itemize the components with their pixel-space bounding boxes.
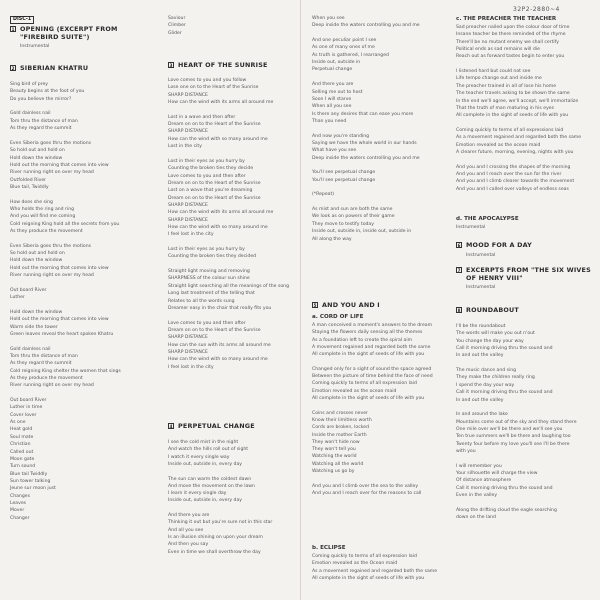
lyric-line: How does she sing xyxy=(10,199,53,205)
lyric-line: I'll be the roundabout xyxy=(456,324,506,329)
lyric-line: As a movement regained and regarded both the same xyxy=(312,568,438,574)
lyric-line: Saying we have the whole world in our hands xyxy=(312,140,417,146)
track-title: MOOD FOR A DAY xyxy=(466,241,532,249)
lyric-line: Political ends as sad remains will die xyxy=(456,47,540,53)
lyric-line: Luther xyxy=(10,295,25,301)
lyric-line: You change the day your way xyxy=(456,338,524,344)
lyric-line: And watch the hills roll out of sight xyxy=(168,447,249,453)
lyric-line: The music dance and sing xyxy=(456,368,517,374)
catalog-number: 32P2-2880~4 xyxy=(513,6,560,13)
lyric-line: As truth is gathered, I rearranged xyxy=(312,52,389,58)
lyric-line: Warm side the tower xyxy=(10,324,58,330)
track-number-box: 4 xyxy=(169,424,173,429)
lyric-line: Inside out, outside in, every day xyxy=(168,461,242,467)
lyric-line: In and around the lake xyxy=(456,412,508,418)
lyric-line: Hold out the morning that comes into view xyxy=(10,162,109,168)
lyric-line: Is an illusion shining on upon your dream xyxy=(168,534,263,540)
lyric-line: Hold down the window xyxy=(10,258,63,264)
lyric-line: Watching us go by xyxy=(312,469,355,474)
lyric-line: SHARP DISTANCE xyxy=(168,349,208,355)
lyric-line: Call it morning driving thru the sound and xyxy=(456,346,553,352)
lyric-line: Lost in the city xyxy=(168,144,202,150)
lyric-line: Dream on on to the Heart of the Sunrise xyxy=(168,327,261,333)
lyric-line: SHARP DISTANCE xyxy=(168,335,208,341)
track-number-box: 2 xyxy=(11,66,15,71)
lyric-line: Emotion revealed as the ocean maid xyxy=(312,388,397,394)
lyric-line: And you will find me coming xyxy=(10,214,76,220)
lyric-line: Inside out, outside in xyxy=(312,60,361,66)
lyric-line: How can the wind with so many around me xyxy=(168,136,268,142)
lyric-line: How can the wind with its arms all around me xyxy=(168,210,274,216)
lyric-line: There'll be no mutant enemy we shall certify xyxy=(456,39,559,45)
lyric-line: Hold down the window xyxy=(10,309,63,315)
lyric-line: Dream on on to the Heart of the Sunrise xyxy=(168,180,261,186)
lyric-line: Watching all the world xyxy=(312,461,364,467)
lyric-line: Emotion revealed as the ocean maid xyxy=(456,142,541,148)
lyric-line: I spend the day your way xyxy=(456,382,515,388)
track-number-box: 7 xyxy=(457,268,461,273)
lyric-line: Along the drifting cloud the eagle searching xyxy=(456,507,557,513)
lyric-line: How can the wind with so many around me xyxy=(168,225,268,230)
lyric-line: I feel lost in the city xyxy=(168,232,214,238)
lyric-line: As mist and sun are both the same xyxy=(312,207,393,213)
section-title: d. THE APOCALYPSE xyxy=(456,216,519,222)
lyric-line: I learn it every single day xyxy=(168,491,227,497)
lyric-line: Love comes to you and then after xyxy=(168,320,246,326)
lyric-line: River running right on over my head xyxy=(10,383,94,389)
lyric-line: Lose one on to the Heart of the Sunrise xyxy=(168,85,259,91)
lyric-line: Lost in their eyes as you hurry by xyxy=(168,247,245,253)
lyric-line: SHARP DISTANCE xyxy=(168,217,208,223)
lyric-line: That the truth of man maturing in his eyes xyxy=(456,105,555,111)
lyric-line: Cover lover xyxy=(10,412,37,418)
lyric-line: And you and I called over valleys of endless seas xyxy=(456,186,569,192)
lyric-line: As they regard the summit xyxy=(10,361,72,367)
lyric-line: As they regard the summit xyxy=(10,126,72,132)
lyric-line: And move the movement on the lawn xyxy=(168,483,255,489)
lyric-line: Jeune sur moon just xyxy=(10,486,56,492)
lyric-line: And there you are xyxy=(312,82,354,88)
lyric-line: The words will make you out n'out xyxy=(456,331,535,337)
lyric-line: Sad preacher nailed upon the colour door of time xyxy=(456,25,570,30)
lyric-line: All complete in the sight of seeds of life with you xyxy=(312,352,425,358)
lyric-line: Counting the broken ties they decide xyxy=(168,166,254,172)
lyric-line: Lost on a wave that you're dreaming xyxy=(168,188,253,194)
lyric-line: And now you're standing xyxy=(312,133,370,139)
lyric-line: Glider xyxy=(168,30,182,36)
lyric-line: I will remember you xyxy=(456,463,502,469)
lyric-line: Mover xyxy=(10,508,25,514)
lyric-line: Beauty begins at the foot of you xyxy=(10,89,85,95)
lyric-line: And you and I climb over the sea to the valley xyxy=(312,483,419,489)
lyric-line: Inside out, outside in, inside out, outside in xyxy=(312,229,412,235)
lyric-line: Counting the broken ties they decided xyxy=(168,254,257,260)
lyric-line: Gold dainless nail xyxy=(10,346,51,352)
track-number-box: 3 xyxy=(169,63,173,68)
lyric-line: You'll see perpetual change xyxy=(312,177,376,183)
lyric-line: As they produce the movement xyxy=(10,229,83,234)
lyric-line: Perpetual change xyxy=(312,67,353,73)
lyric-line: Do you believe the mirror? xyxy=(10,96,72,102)
lyric-line: Ten true summers we'll be there and laughing too xyxy=(456,434,571,440)
track-title: OPENING (EXCERPT FROM xyxy=(20,25,118,33)
lyric-line: As they produce the movement xyxy=(10,376,83,381)
lyric-line: They won't hide now xyxy=(312,439,360,445)
lyric-line: Hold down the window xyxy=(10,155,63,161)
lyric-line: A clearer future, morning, evening, nights with you xyxy=(456,149,574,155)
lyric-line: Climber xyxy=(168,23,186,29)
lyric-line: Emotion revealed as the Ocean maid xyxy=(312,561,398,567)
lyric-line: Cold reigning King hold all the secrets from you xyxy=(10,221,120,227)
track-title: AND YOU AND I xyxy=(322,301,380,309)
lyric-line: Deep inside the waters controlling you and me xyxy=(312,155,420,161)
lyric-line: Love comes to you and you follow xyxy=(168,78,247,83)
lyric-line: Sun tower talking xyxy=(10,478,51,484)
lyric-line: Cold reigning King shelter the women that sings xyxy=(10,368,121,374)
track-note: Instrumental xyxy=(466,285,496,290)
track-note: Instrumental xyxy=(20,44,50,49)
lyric-line: Reach out as forward tastes begin to enter you xyxy=(456,54,565,60)
lyric-line: You'll see perpetual change xyxy=(312,170,376,176)
lyric-line: Turn sound xyxy=(10,464,36,470)
lyric-line: Tom thru the distance of man xyxy=(10,353,78,359)
lyric-line: As one of many ones of me xyxy=(312,45,375,51)
lyric-line: How can the sun with its arms all around me xyxy=(168,342,271,348)
lyric-line: Staying the flowers daily sensing all the themes xyxy=(312,330,423,336)
lyric-line: Green leaves reveal the heart spoken Khatru xyxy=(10,331,114,337)
lyric-line: Lost in a wave and then after xyxy=(168,114,236,120)
lyric-line: Soul mate xyxy=(10,434,34,440)
lyric-line: Gold dainless nail xyxy=(10,111,51,117)
track-note: Instrumental xyxy=(466,253,496,258)
lyric-line: When you see xyxy=(312,16,345,21)
lyric-line: Coming quickly to terms of all expression laid xyxy=(312,554,417,559)
lyric-line: How can the wind with its arms all around me xyxy=(168,100,274,106)
lyric-line: All complete in the sight of seeds of life with you xyxy=(312,575,425,581)
track-title: EXCERPTS FROM "THE SIX WIVES xyxy=(466,266,591,274)
lyric-line: Hold out the morning that comes into view xyxy=(10,317,109,323)
lyric-line: Even in time we shall overthrow the day xyxy=(168,549,261,555)
lyric-line: Deep inside the waters controlling you and me xyxy=(312,23,420,29)
track-title: HEART OF THE SUNRISE xyxy=(178,61,268,69)
lyric-line: A movement regained and regarded both the same xyxy=(312,344,431,350)
lyric-line: Leaves xyxy=(10,500,27,506)
track-title: SIBERIAN KHATRU xyxy=(20,64,89,72)
lyric-line: As a movement regained and regarded both the same xyxy=(456,135,582,141)
lyric-line: What have you see xyxy=(312,148,357,154)
lyric-line: As one xyxy=(10,420,26,426)
lyric-line: Changer xyxy=(10,515,30,521)
lyric-line: I see the cold mist in the night xyxy=(168,440,239,445)
lyric-line: I watch it every single way xyxy=(168,454,230,460)
lyric-line: SHARP DISTANCE xyxy=(168,202,208,208)
disc-label: DISC-1 xyxy=(10,16,34,24)
lyric-line: (*Repeat) xyxy=(312,192,335,198)
lyric-line: They move to testify today xyxy=(312,221,374,227)
lyric-line: So hold out and hold on xyxy=(10,148,65,154)
lyric-line: Mountains come out of the sky and they stand there xyxy=(456,419,577,425)
lyric-line: All complete in the sight of seeds of life with you xyxy=(456,113,569,119)
lyric-line: Thinking it out but you're sure not in this star xyxy=(168,520,273,526)
lyric-line: Tom thru the distance of man xyxy=(10,118,78,124)
lyric-line: Selling me out to host xyxy=(312,89,363,95)
lyric-line: And then you say xyxy=(168,542,209,548)
lyric-line: Dream on on to the Heart of the Sunrise xyxy=(168,122,261,128)
lyric-line: Straight light searching all the meanings of the song xyxy=(168,283,289,289)
lyric-line: Even Siberia goes thru the motions xyxy=(10,140,92,146)
lyric-line: Twenty four before my love you'll see I'll be there xyxy=(456,441,570,447)
lyric-line: When all you see xyxy=(312,104,352,110)
lyric-line: River running right on over my head xyxy=(10,170,94,176)
lyric-line: Christian xyxy=(10,442,31,448)
lyric-line: Than you need xyxy=(312,118,347,124)
lyric-line: Love comes to you and then after xyxy=(168,173,246,179)
track-title-line-2: OF HENRY VIII" xyxy=(466,274,523,282)
lyric-line: Heat gold xyxy=(10,427,33,433)
lyric-line: Changed only for a sight of sound the space agreed xyxy=(312,366,432,372)
section-title: a. CORD OF LIFE xyxy=(312,314,364,320)
lyric-line: Dream on on to the Heart of the Sunrise xyxy=(168,195,261,201)
lyric-line: They make the children really ring xyxy=(456,375,535,381)
lyric-line: In the end we'll agree, we'll accept, we'll immortalize xyxy=(456,98,579,104)
track-title-line-2: "FIREBIRD SUITE") xyxy=(20,33,90,41)
lyric-line: A man conceived a moment's answers to the dream xyxy=(312,323,433,328)
center-fold-line xyxy=(300,0,301,600)
lyric-line: All along the way xyxy=(312,236,352,242)
lyric-line: Call it morning driving thru the sound and xyxy=(456,390,553,396)
lyric-line: The preacher trained in all of lose his home xyxy=(456,83,557,89)
lyric-line: Know their limitless worth xyxy=(312,417,372,423)
lyric-line: Even Siberia goes thru the motions xyxy=(10,243,92,249)
track-number-box: 8 xyxy=(457,308,461,313)
lyric-line: Out board River xyxy=(10,398,47,404)
track-number-box: 5 xyxy=(313,303,317,308)
lyric-line: Changes xyxy=(10,493,30,499)
lyric-line: Coming quickly to terms of all expressions laid xyxy=(456,127,564,133)
lyric-line: down on the land xyxy=(456,515,496,521)
lyric-line: Coming quickly to terms of all expression laid xyxy=(312,381,417,387)
lyric-line: Long last treatment of the telling that xyxy=(168,291,255,297)
lyric-line: And you and I crossing the shapes of the morning xyxy=(456,164,571,170)
lyric-line: Watching the world xyxy=(312,454,357,460)
lyric-line: In and out the valley xyxy=(456,353,504,359)
lyric-line: Moon gate xyxy=(10,456,35,462)
lyric-line: Called out xyxy=(10,449,34,455)
lyric-line: Cords are broken, locked xyxy=(312,425,370,431)
section-note: Instrumental xyxy=(456,225,486,230)
lyric-line: As a foundation left to create the spiral aim xyxy=(312,337,413,343)
lyric-line: Inside the mother Earth xyxy=(312,432,367,438)
lyric-line: Straight light moving and removing xyxy=(168,269,250,275)
lyric-line: I listened hard but could not see xyxy=(456,69,531,75)
lyric-line: Hold out the morning that comes into view xyxy=(10,265,109,271)
lyric-line: Inside out, outside in, every day xyxy=(168,498,242,504)
track-number-box: 1 xyxy=(11,27,15,32)
lyric-line: The sun can warm the coldest dawn xyxy=(168,476,252,482)
lyric-line: Sing bird of prey xyxy=(10,82,48,87)
lyric-line: Even in the valley xyxy=(456,493,498,499)
lyric-line: Blue tail, Twiddly xyxy=(10,184,49,190)
lyric-line: I feel lost in the city xyxy=(168,364,214,370)
lyric-line: And you and I reach over for the reasons to call xyxy=(312,490,422,496)
lyric-line: And all you see xyxy=(168,527,204,533)
lyric-line: Call it morning driving thru the sound and xyxy=(456,485,553,491)
lyric-line: We look as on powers of their game xyxy=(312,214,395,220)
lyric-line: River running right on over my head xyxy=(10,273,94,279)
track-number-box: 6 xyxy=(457,243,461,248)
section-title: b. ECLIPSE xyxy=(312,545,346,551)
lyric-line: One mile over we'll be there and we'll see you xyxy=(456,426,563,432)
lyric-line: Dreamer easy in the chair that really fits you xyxy=(168,305,272,311)
lyric-line: Between the picture of time behind the face of need xyxy=(312,374,433,380)
lyric-line: And you and I climb clearer towards the movement xyxy=(456,179,575,185)
lyric-line: Your silhouette will charge the view xyxy=(456,471,538,476)
lyric-line: Is there any desires that can ease you more xyxy=(312,111,414,117)
lyric-line: How can the wind with so many around me xyxy=(168,357,268,363)
lyric-line: SHARP DISTANCE xyxy=(168,129,208,135)
lyric-line: And you and I reach over the sun for the river xyxy=(456,172,562,177)
lyric-line: Blue tail Twiddly xyxy=(10,471,48,477)
lyric-line: Out board River xyxy=(10,287,47,293)
lyric-line: SHARPNESS of the colour sun shine xyxy=(168,276,250,282)
lyric-line: Soon I will starve xyxy=(312,96,352,102)
lyric-line: And there you are xyxy=(168,513,210,518)
lyric-line: Life tempo change out and inside me xyxy=(456,76,542,82)
section-title: c. THE PREACHER THE TEACHER xyxy=(456,16,557,22)
lyric-line: Coins and crosses never xyxy=(312,410,368,416)
lyric-line: SHARP DISTANCE xyxy=(168,92,208,98)
lyric-line: Lost in their eyes as you hurry by xyxy=(168,158,245,164)
track-title: PERPETUAL CHANGE xyxy=(178,422,255,430)
lyric-line: Luther in time xyxy=(10,405,43,411)
lyric-line: Saviour xyxy=(168,16,186,21)
lyric-line: Outfolded River xyxy=(10,177,47,183)
lyric-line: They won't tell you xyxy=(312,447,356,453)
lyric-line: All complete in the sight of seeds of life with you xyxy=(312,396,425,401)
lyric-line: The teacher travels asking to be shown the same xyxy=(456,91,570,97)
lyric-line: with you xyxy=(456,448,476,454)
lyric-line: Who holds the ring and ring xyxy=(10,206,75,212)
lyric-line: And one peculiar point I see xyxy=(312,38,377,44)
lyric-line: So hold out and hold on xyxy=(10,251,65,257)
lyric-line: In and out the valley xyxy=(456,397,504,403)
lyric-line: Of distance atmosphere xyxy=(456,478,512,484)
track-title: ROUNDABOUT xyxy=(466,306,519,314)
lyric-line: Insane teacher be there reminded of the rhyme xyxy=(456,32,566,38)
lyric-line: Relates to all the words sung xyxy=(168,298,235,304)
